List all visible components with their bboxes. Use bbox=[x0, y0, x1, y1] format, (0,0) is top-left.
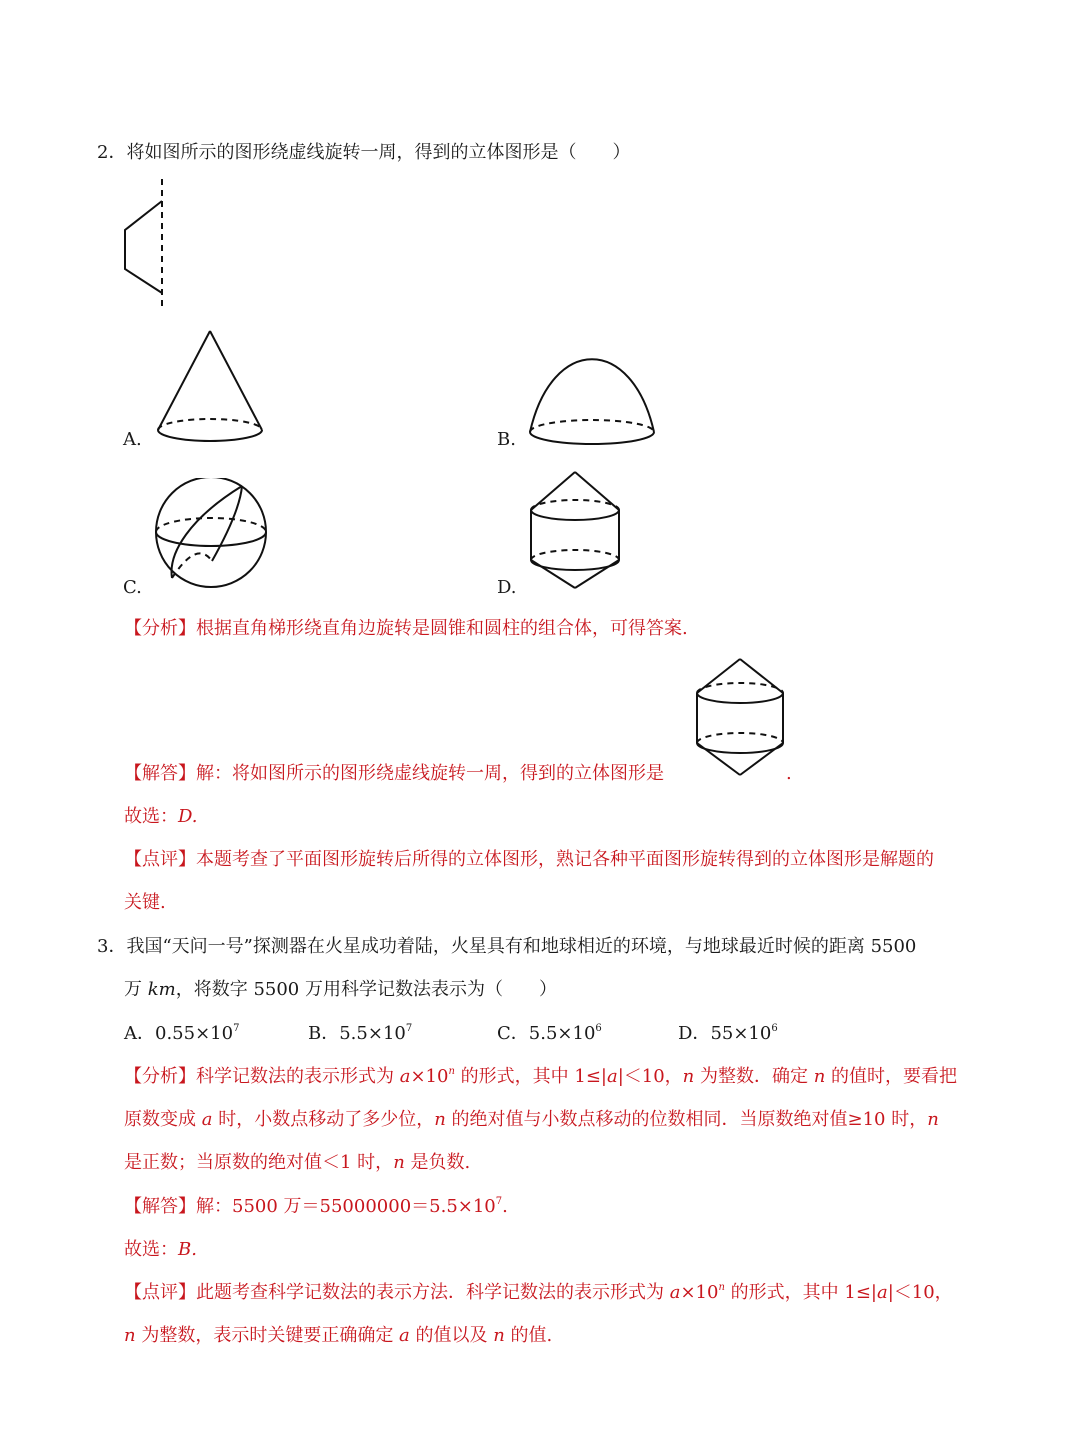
q3-choice bbox=[124, 1238, 197, 1262]
option-c-label: C. bbox=[123, 577, 142, 598]
q3-analysis-line1 bbox=[124, 1065, 957, 1089]
answer-solid-figure bbox=[692, 655, 788, 780]
q3-comment-line1 bbox=[124, 1281, 953, 1305]
t: 的形式，其中 1≤| bbox=[454, 1066, 607, 1087]
option-d-label: D. bbox=[497, 577, 517, 598]
q3-analysis-line2 bbox=[124, 1108, 939, 1132]
var-n: n bbox=[718, 1282, 725, 1293]
t: 科学记数法的表示形式为 bbox=[196, 1066, 400, 1087]
answer-exponent: 7 bbox=[495, 1196, 503, 1207]
t: |＜10， bbox=[887, 1282, 953, 1303]
comment-tag: 【点评】 bbox=[124, 1282, 196, 1303]
analysis-text: 根据直角梯形绕直角边旋转是圆锥和圆柱的组合体，可得答案. bbox=[196, 618, 688, 639]
var-a: a bbox=[876, 1282, 888, 1303]
t: 的绝对值与小数点移动的位数相同．当原数绝对值≥10 时， bbox=[445, 1109, 928, 1130]
q3-comment-line2 bbox=[124, 1324, 552, 1348]
var-a: a bbox=[606, 1066, 618, 1087]
q3-option-c bbox=[497, 1022, 602, 1046]
q2-choice bbox=[124, 805, 198, 829]
q3-analysis-line3 bbox=[124, 1151, 470, 1175]
option-b-dome bbox=[522, 340, 662, 452]
var-a: a bbox=[399, 1325, 410, 1346]
var-n: n bbox=[434, 1109, 446, 1130]
t: 为整数，表示时关键要正确确定 bbox=[135, 1325, 400, 1346]
q2-comment-line1 bbox=[124, 848, 934, 872]
answer-tag: 【解答】 bbox=[124, 763, 196, 784]
q3-option-a bbox=[124, 1022, 239, 1046]
t: 的值. bbox=[504, 1325, 553, 1346]
t: ×10 bbox=[680, 1282, 719, 1303]
analysis-tag: 【分析】 bbox=[124, 618, 196, 639]
comment-text: 本题考查了平面图形旋转后所得的立体图形，熟记各种平面图形旋转得到的立体图形是解题的 bbox=[196, 849, 934, 870]
q3-option-b bbox=[308, 1022, 412, 1046]
t: 是负数. bbox=[404, 1152, 471, 1173]
q3-stem-line2 bbox=[124, 978, 557, 1002]
trapezoid-figure bbox=[115, 175, 175, 315]
option-b-label: B. bbox=[497, 429, 516, 450]
option-d-solid bbox=[525, 468, 625, 593]
option-exponent: 7 bbox=[233, 1023, 240, 1034]
q3-answer bbox=[124, 1195, 508, 1219]
q2-answer bbox=[124, 762, 664, 786]
q3-option-d bbox=[678, 1022, 778, 1046]
option-value: 5.5×10 bbox=[528, 1023, 596, 1044]
option-a-label: A. bbox=[123, 429, 142, 450]
t: 时，小数点移动了多少位， bbox=[212, 1109, 435, 1130]
t: 的形式，其中 1≤| bbox=[724, 1282, 877, 1303]
var-a: a bbox=[399, 1066, 411, 1087]
var-n: n bbox=[393, 1152, 405, 1173]
var-n: n bbox=[682, 1066, 695, 1087]
option-exponent: 6 bbox=[771, 1023, 778, 1034]
choice-letter: D. bbox=[178, 806, 198, 827]
t: 此题考查科学记数法的表示方法．科学记数法的表示形式为 bbox=[196, 1282, 670, 1303]
q2-comment-line2: 关键. bbox=[124, 892, 166, 913]
var-n: n bbox=[813, 1066, 826, 1087]
trapezoid-outline bbox=[125, 201, 162, 293]
stem-text: 万 bbox=[124, 979, 148, 1000]
t: 是正数；当原数的绝对值＜1 时， bbox=[124, 1152, 394, 1173]
answer-tag: 【解答】 bbox=[124, 1196, 196, 1217]
choice-text: 故选： bbox=[124, 806, 178, 827]
choice-letter: B. bbox=[178, 1239, 197, 1260]
var-a: a bbox=[669, 1282, 681, 1303]
var-n: n bbox=[493, 1325, 505, 1346]
q2-analysis bbox=[124, 617, 688, 641]
q2-stem: 2．将如图所示的图形绕虚线旋转一周，得到的立体图形是（ ） bbox=[97, 142, 631, 163]
option-label: A． bbox=[124, 1023, 155, 1044]
t: 的值以及 bbox=[409, 1325, 494, 1346]
comment-tag: 【点评】 bbox=[124, 849, 196, 870]
answer-text: 解：5500 万＝55000000＝5.5×10 bbox=[196, 1196, 496, 1217]
option-a-cone bbox=[150, 325, 270, 450]
t: ×10 bbox=[410, 1066, 449, 1087]
var-a: a bbox=[201, 1109, 213, 1130]
option-exponent: 6 bbox=[595, 1023, 602, 1034]
unit-km: km bbox=[147, 979, 176, 1000]
answer-text: 解：将如图所示的图形绕虚线旋转一周，得到的立体图形是 bbox=[196, 763, 664, 784]
option-value: 5.5×10 bbox=[339, 1023, 406, 1044]
option-value: 0.55×10 bbox=[155, 1023, 234, 1044]
choice-text: 故选： bbox=[124, 1239, 178, 1260]
option-value: 55×10 bbox=[710, 1023, 772, 1044]
var-n: n bbox=[927, 1109, 939, 1130]
q2-answer-end: . bbox=[786, 763, 792, 784]
t: . bbox=[502, 1196, 508, 1217]
t: 的值时，要看把 bbox=[825, 1066, 958, 1087]
option-exponent: 7 bbox=[405, 1023, 413, 1034]
t: |＜10， bbox=[617, 1066, 683, 1087]
option-c-sphere bbox=[150, 478, 275, 588]
analysis-tag: 【分析】 bbox=[124, 1066, 196, 1087]
t: 原数变成 bbox=[124, 1109, 202, 1130]
stem-text-2: ，将数字 5500 万用科学记数法表示为（ ） bbox=[175, 979, 557, 1000]
option-label: B． bbox=[308, 1023, 340, 1044]
t: 为整数．确定 bbox=[694, 1066, 814, 1087]
option-label: D． bbox=[678, 1023, 711, 1044]
q3-stem-line1: 3．我国“天问一号”探测器在火星成功着陆，火星具有和地球相近的环境，与地球最近时候的距离 5500 bbox=[97, 936, 917, 957]
var-n: n bbox=[448, 1066, 455, 1077]
var-n: n bbox=[124, 1325, 136, 1346]
option-label: C． bbox=[497, 1023, 529, 1044]
